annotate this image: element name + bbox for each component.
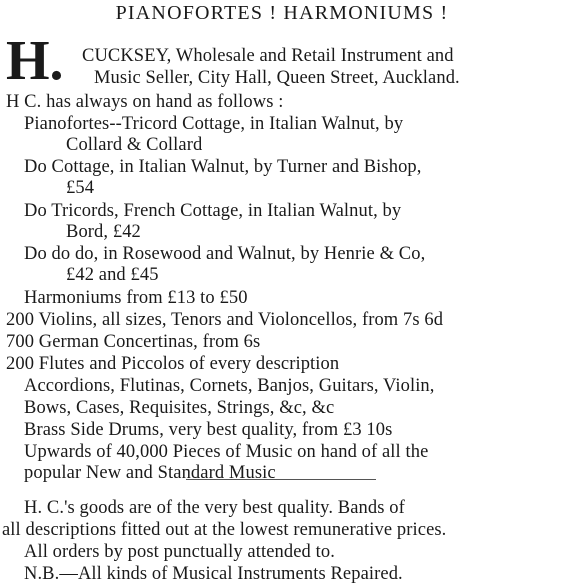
closing-line-4: N.B.—All kinds of Musical Instruments Repaired.: [24, 564, 403, 584]
intro-line-1: CUCKSEY, Wholesale and Retail Instrument and: [82, 46, 454, 66]
list-line-5: £54: [66, 178, 95, 198]
list-line-6: Do Tricords, French Cottage, in Italian Walnut, by: [24, 201, 402, 221]
section-divider: [186, 479, 376, 480]
list-line-3: Collard & Collard: [66, 135, 203, 155]
list-line-11: 200 Violins, all sizes, Tenors and Violoncellos, from 7s 6d: [6, 310, 444, 330]
list-line-14: Accordions, Flutinas, Cornets, Banjos, Guitars, Violin,: [24, 376, 435, 396]
intro-line-2: Music Seller, City Hall, Queen Street, Auckland.: [94, 68, 460, 88]
list-line-10: Harmoniums from £13 to £50: [24, 288, 248, 308]
list-line-8: Do do do, in Rosewood and Walnut, by Henrie & Co,: [24, 244, 426, 264]
closing-line-3: All orders by post punctually attended to.: [24, 542, 335, 562]
list-line-1: H C. has always on hand as follows :: [6, 92, 284, 112]
closing-line-1: H. C.'s goods are of the very best quality. Bands of: [24, 498, 405, 518]
list-line-13: 200 Flutes and Piccolos of every description: [6, 354, 340, 374]
list-line-18: popular New and Standard Music: [24, 463, 276, 483]
list-line-16: Brass Side Drums, very best quality, from £3 10s: [24, 420, 393, 440]
list-line-12: 700 German Concertinas, from 6s: [6, 332, 261, 352]
closing-line-2: all descriptions fitted out at the lowest remunerative prices.: [2, 520, 447, 540]
list-line-4: Do Cottage, in Italian Walnut, by Turner and Bishop,: [24, 157, 422, 177]
list-line-7: Bord, £42: [66, 222, 141, 242]
list-line-17: Upwards of 40,000 Pieces of Music on hand of all the: [24, 442, 429, 462]
list-line-2: Pianofortes--Tricord Cottage, in Italian Walnut, by: [24, 114, 404, 134]
ad-heading: PIANOFORTES ! HARMONIUMS !: [115, 2, 449, 24]
drop-cap: H.: [6, 30, 64, 92]
list-line-9: £42 and £45: [66, 265, 159, 285]
list-line-15: Bows, Cases, Requisites, Strings, &c, &c: [24, 398, 335, 418]
